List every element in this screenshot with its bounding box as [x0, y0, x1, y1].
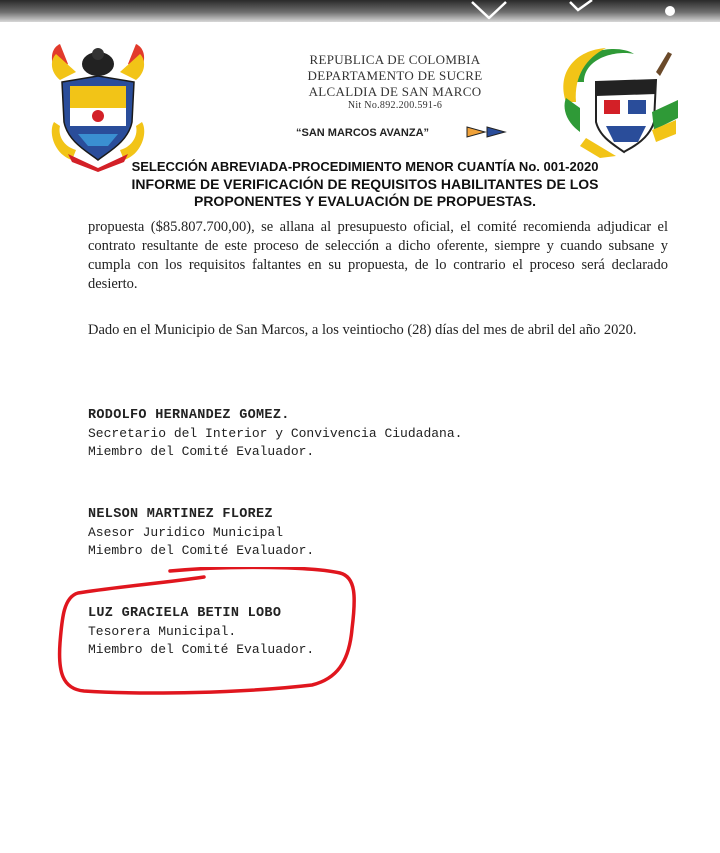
- san-marcos-shield-icon: [556, 42, 678, 160]
- status-bar: [0, 0, 720, 22]
- report-title-line2: PROPONENTES Y EVALUACIÓN DE PROPUESTAS.: [193, 193, 537, 209]
- signer-role: Secretario del Interior y Convivencia Ciudadana.: [88, 426, 463, 441]
- check-icon[interactable]: [566, 0, 596, 16]
- municipality-heading: ALCALDIA DE SAN MARCO: [308, 84, 482, 99]
- signature-block: [88, 506, 314, 560]
- nit-number: Nit No.892.200.591-6: [347, 100, 443, 111]
- signer-committee: Miembro del Comité Evaluador.: [88, 642, 315, 657]
- signer-name: RODOLFO HERNANDEZ GOMEZ.: [88, 408, 290, 423]
- signature-block: [88, 407, 462, 461]
- document-page: [0, 22, 720, 853]
- date-paragraph: Dado en el Municipio de San Marcos, a los veintiocho (28) días del mes de abril del año 2020.: [88, 322, 637, 338]
- signer-role: Asesor Juridico Municipal: [88, 525, 284, 540]
- republic-heading: REPUBLICA DE COLOMBIA: [309, 52, 481, 67]
- colombia-coat-of-arms-icon: [48, 42, 148, 172]
- signer-name: LUZ GRACIELA BETIN LOBO: [88, 606, 282, 621]
- dot-icon: [663, 4, 677, 18]
- signer-committee: Miembro del Comité Evaluador.: [88, 543, 315, 558]
- report-title-line1: INFORME DE VERIFICACIÓN DE REQUISITOS HABILITANTES DE LOS: [131, 176, 599, 192]
- flag-icon: [465, 125, 507, 139]
- slogan: “SAN MARCOS AVANZA”: [296, 127, 430, 139]
- signer-committee: Miembro del Comité Evaluador.: [88, 444, 315, 459]
- signer-name: NELSON MARTINEZ FLOREZ: [88, 507, 273, 522]
- process-title: SELECCIÓN ABREVIADA-PROCEDIMIENTO MENOR CUANTÍA No. 001-2020: [131, 159, 599, 174]
- department-heading: DEPARTAMENTO DE SUCRE: [307, 68, 483, 83]
- signer-role: Tesorera Municipal.: [88, 624, 237, 639]
- red-highlight-circle: [54, 567, 360, 697]
- recommendation-paragraph: propuesta ($85.807.700,00), se allana al presupuesto oficial, el comité recomienda adjudicar el contrato resultante de este proceso de selección a dicho oferente, siempre y cuando subsane y cumpla con los requisitos faltantes en su propuesta, de lo contrario el proceso será declarado desierto.: [88, 219, 668, 292]
- heart-icon[interactable]: [466, 0, 512, 22]
